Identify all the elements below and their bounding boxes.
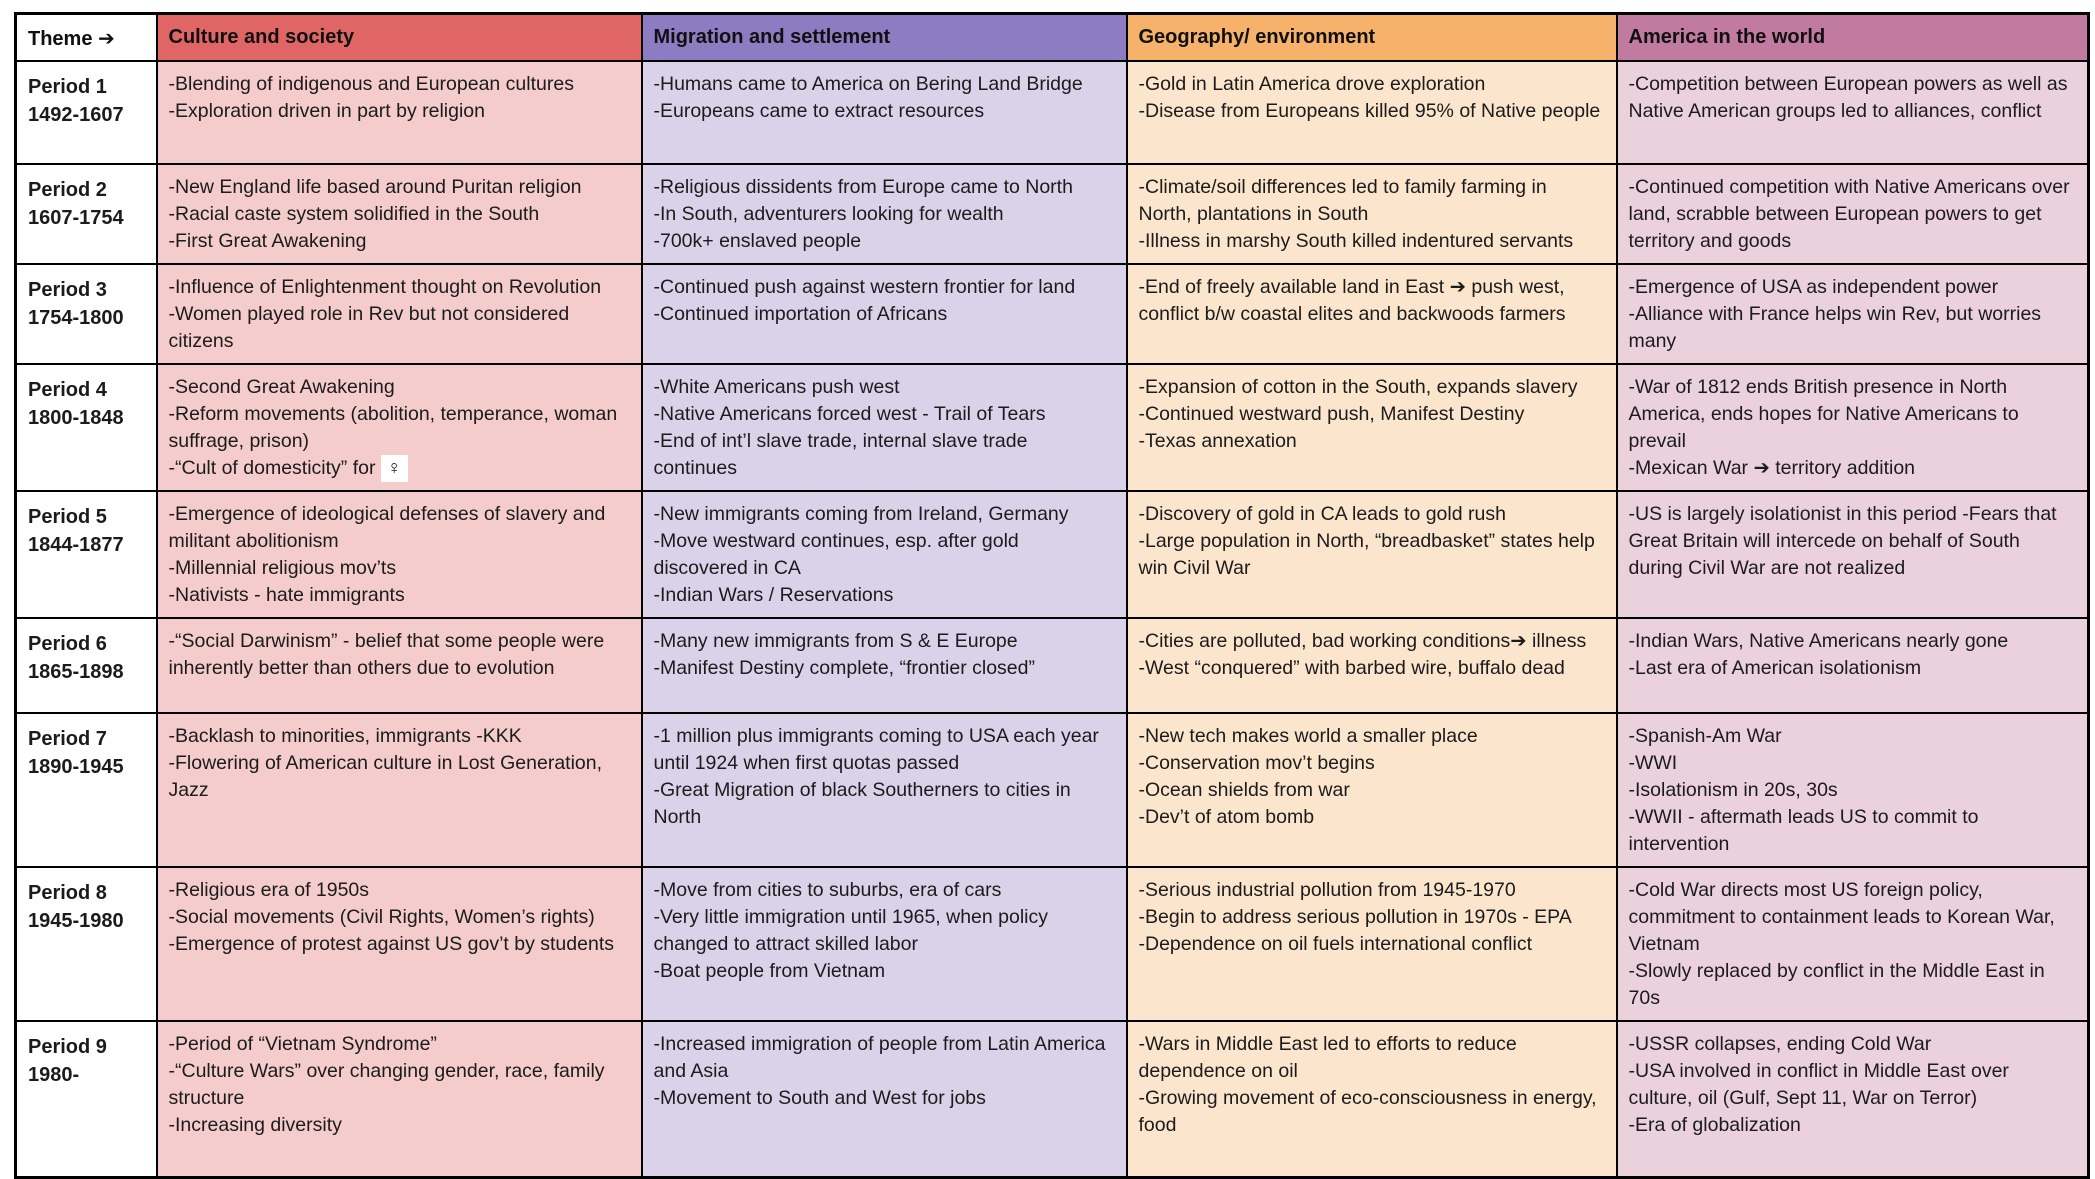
bullet-line: -Religious era of 1950s: [168, 878, 370, 901]
content-cell: [1127, 264, 1617, 364]
header-geography-environment: Geography/ environment: [1127, 14, 1617, 61]
content-cell: [642, 618, 1127, 713]
bullet-line: -Disease from Europeans killed 95% of Native people: [1138, 99, 1601, 122]
period-label: Period 3: [28, 278, 107, 301]
bullet-line: -Ocean shields from war: [1138, 778, 1350, 801]
bullet-line: -Spanish-Am War: [1628, 724, 1782, 747]
bullet-line: -1 million plus immigrants coming to USA each year until 1924 when first quotas passed: [653, 724, 1099, 774]
content-cell: [1127, 364, 1617, 491]
header-migration-and-settlement: Migration and settlement: [642, 14, 1127, 61]
period-label: Period 4: [28, 378, 107, 401]
table-body: [16, 61, 2089, 1178]
bullet-line: -End of int’l slave trade, internal slave trade continues: [653, 429, 1028, 479]
female-sign-icon: ♀: [381, 455, 408, 482]
period-label: Period 7: [28, 727, 107, 750]
bullet-line: -Continued importation of Africans: [653, 302, 948, 325]
bullet-line: -Period of “Vietnam Syndrome”: [168, 1032, 437, 1055]
bullet-line: -Nativists - hate immigrants: [168, 583, 405, 606]
bullet-line: -Wars in Middle East led to efforts to reduce dependence on oil: [1138, 1032, 1517, 1082]
period-cell: [16, 264, 157, 364]
period-cell: [16, 1021, 157, 1178]
bullet-line: -Dev’t of atom bomb: [1138, 805, 1315, 828]
bullet-line: -Conservation mov’t begins: [1138, 751, 1375, 774]
content-cell: [1127, 164, 1617, 264]
content-cell: [1127, 867, 1617, 1021]
period-cell: [16, 618, 157, 713]
bullet-line: -War of 1812 ends British presence in North America, ends hopes for Native Americans to prevail: [1628, 375, 2019, 452]
bullet-line: -Boat people from Vietnam: [653, 959, 886, 982]
bullet-line: -Move from cities to suburbs, era of cars: [653, 878, 1002, 901]
period-years: 1492-1607: [28, 103, 124, 126]
bullet-line: -“Social Darwinism” - belief that some people were inherently better than others due to evolution: [168, 629, 605, 679]
bullet-line: -Isolationism in 20s, 30s: [1628, 778, 1838, 801]
bullet-line: -WWII - aftermath leads US to commit to intervention: [1628, 805, 1979, 855]
bullet-line: -Illness in marshy South killed indentured servants: [1138, 229, 1574, 252]
header-america-in-the-world: America in the world: [1617, 14, 2089, 61]
bullet-line: -Europeans came to extract resources: [653, 99, 985, 122]
content-cell: [1127, 61, 1617, 164]
period-cell: [16, 491, 157, 618]
bullet-line: -Continued push against western frontier for land: [653, 275, 1076, 298]
bullet-line: -Dependence on oil fuels international conflict: [1138, 932, 1532, 955]
bullet-line: -New England life based around Puritan religion: [168, 175, 582, 198]
content-cell: [157, 364, 642, 491]
bullet-line: -Growing movement of eco-consciousness in energy, food: [1138, 1086, 1597, 1136]
bullet-line: -Religious dissidents from Europe came to North: [653, 175, 1073, 198]
bullet-line: -Blending of indigenous and European cultures: [168, 72, 574, 95]
bullet-line: -Flowering of American culture in Lost Generation, Jazz: [168, 751, 603, 801]
bullet-line: -Racial caste system solidified in the South: [168, 202, 540, 225]
content-cell: [1617, 61, 2089, 164]
bullet-line: -Increasing diversity: [168, 1113, 342, 1136]
table-row: [16, 867, 2089, 1021]
bullet-line: -Continued competition with Native Americans over land, scrabble between European powers to get territory and goods: [1628, 175, 2070, 252]
period-cell: [16, 713, 157, 867]
table-row: [16, 364, 2089, 491]
table-row: [16, 1021, 2089, 1178]
period-cell: [16, 364, 157, 491]
content-cell: [642, 867, 1127, 1021]
content-cell: [1617, 713, 2089, 867]
bullet-line: -Cities are polluted, bad working conditions➔ illness: [1138, 629, 1587, 652]
content-cell: [157, 867, 642, 1021]
content-cell: [1617, 867, 2089, 1021]
bullet-line: -White Americans push west: [653, 375, 900, 398]
period-label: Period 8: [28, 881, 107, 904]
bullet-line: -Exploration driven in part by religion: [168, 99, 485, 122]
bullet-line: -US is largely isolationist in this period -Fears that Great Britain will intercede on behalf of South during Civil War are not realized: [1628, 502, 2057, 579]
bullet-line: -Slowly replaced by conflict in the Middle East in 70s: [1628, 959, 2045, 1009]
content-cell: [642, 491, 1127, 618]
bullet-line: -Increased immigration of people from Latin America and Asia: [653, 1032, 1106, 1082]
table-row: [16, 491, 2089, 618]
content-cell: [642, 264, 1127, 364]
bullet-line: -Many new immigrants from S & E Europe: [653, 629, 1018, 652]
period-years: 1980-: [28, 1063, 80, 1086]
history-themes-table: [14, 12, 2090, 1179]
bullet-line: -Reform movements (abolition, temperance, woman suffrage, prison): [168, 402, 618, 452]
bullet-line: -Great Migration of black Southerners to cities in North: [653, 778, 1071, 828]
bullet-line: -New tech makes world a smaller place: [1138, 724, 1478, 747]
content-cell: [157, 491, 642, 618]
content-cell: [1127, 1021, 1617, 1178]
bullet-line: -Expansion of cotton in the South, expands slavery: [1138, 375, 1578, 398]
bullet-line: -Competition between European powers as well as Native American groups led to alliances, conflict: [1628, 72, 2068, 122]
period-years: 1607-1754: [28, 206, 124, 229]
period-years: 1945-1980: [28, 909, 124, 932]
table-row: [16, 618, 2089, 713]
bullet-line: -First Great Awakening: [168, 229, 367, 252]
bullet-line: -Humans came to America on Bering Land Bridge: [653, 72, 1083, 95]
bullet-line: -New immigrants coming from Ireland, Germany: [653, 502, 1069, 525]
table-row: [16, 164, 2089, 264]
bullet-line: -Era of globalization: [1628, 1113, 1801, 1136]
header-culture-and-society: Culture and society: [157, 14, 642, 61]
period-years: 1800-1848: [28, 406, 124, 429]
bullet-line: -Begin to address serious pollution in 1970s - EPA: [1138, 905, 1572, 928]
bullet-line: -Second Great Awakening: [168, 375, 395, 398]
content-cell: [157, 1021, 642, 1178]
content-cell: [1127, 713, 1617, 867]
table-row: [16, 713, 2089, 867]
content-cell: [1617, 364, 2089, 491]
bullet-line: -Mexican War ➔ territory addition: [1628, 456, 1916, 479]
bullet-line: -Last era of American isolationism: [1628, 656, 1922, 679]
bullet-line: -Manifest Destiny complete, “frontier closed”: [653, 656, 1035, 679]
bullet-line: -Emergence of protest against US gov’t by students: [168, 932, 614, 955]
content-cell: [642, 164, 1127, 264]
bullet-line: -Large population in North, “breadbasket” states help win Civil War: [1138, 529, 1595, 579]
content-cell: [1127, 618, 1617, 713]
bullet-line: -End of freely available land in East ➔ push west, conflict b/w coastal elites and backwoods farmers: [1138, 275, 1566, 325]
header-row: [16, 14, 2089, 61]
bullet-line: -Serious industrial pollution from 1945-1970: [1138, 878, 1516, 901]
bullet-line: -Women played role in Rev but not considered citizens: [168, 302, 570, 352]
content-cell: [1617, 1021, 2089, 1178]
period-years: 1754-1800: [28, 306, 124, 329]
bullet-line: -Indian Wars / Reservations: [653, 583, 894, 606]
content-cell: [642, 61, 1127, 164]
bullet-line: -Discovery of gold in CA leads to gold rush: [1138, 502, 1506, 525]
bullet-line: -Gold in Latin America drove exploration: [1138, 72, 1486, 95]
bullet-line: -WWI: [1628, 751, 1678, 774]
content-cell: [1617, 164, 2089, 264]
bullet-line: -USSR collapses, ending Cold War: [1628, 1032, 1932, 1055]
bullet-line: -Millennial religious mov’ts: [168, 556, 397, 579]
content-cell: [157, 618, 642, 713]
header-theme: Theme ➔: [16, 14, 157, 61]
content-cell: [157, 61, 642, 164]
bullet-line: -Movement to South and West for jobs: [653, 1086, 986, 1109]
bullet-line: -West “conquered” with barbed wire, buffalo dead: [1138, 656, 1565, 679]
content-cell: [642, 1021, 1127, 1178]
period-years: 1865-1898: [28, 660, 124, 683]
period-cell: [16, 867, 157, 1021]
content-cell: [642, 364, 1127, 491]
period-cell: [16, 164, 157, 264]
period-cell: [16, 61, 157, 164]
content-cell: [1617, 491, 2089, 618]
content-cell: [1617, 618, 2089, 713]
period-label: Period 2: [28, 178, 107, 201]
bullet-line: -Very little immigration until 1965, when policy changed to attract skilled labor: [653, 905, 1049, 955]
content-cell: [642, 713, 1127, 867]
bullet-line: -In South, adventurers looking for wealth: [653, 202, 1004, 225]
bullet-line: -Backlash to minorities, immigrants -KKK: [168, 724, 522, 747]
period-label: Period 6: [28, 632, 107, 655]
period-years: 1890-1945: [28, 755, 124, 778]
table-row: [16, 264, 2089, 364]
bullet-line: -Move westward continues, esp. after gold discovered in CA: [653, 529, 1019, 579]
bullet-line: -Cold War directs most US foreign policy, commitment to containment leads to Korean War, Vietnam: [1628, 878, 2055, 955]
table-row: [16, 61, 2089, 164]
period-years: 1844-1877: [28, 533, 124, 556]
bullet-line: -“Culture Wars” over changing gender, race, family structure: [168, 1059, 605, 1109]
content-cell: [1127, 491, 1617, 618]
period-label: Period 1: [28, 75, 107, 98]
content-cell: [157, 264, 642, 364]
bullet-line: -Native Americans forced west - Trail of Tears: [653, 402, 1046, 425]
bullet-line: -Social movements (Civil Rights, Women’s rights): [168, 905, 595, 928]
bullet-line: -Influence of Enlightenment thought on Revolution: [168, 275, 602, 298]
bullet-line: -Emergence of USA as independent power: [1628, 275, 1999, 298]
period-label: Period 9: [28, 1035, 107, 1058]
bullet-line: -Indian Wars, Native Americans nearly gone: [1628, 629, 2009, 652]
content-cell: [1617, 264, 2089, 364]
bullet-line: -Alliance with France helps win Rev, but worries many: [1628, 302, 2042, 352]
bullet-line: -USA involved in conflict in Middle East over culture, oil (Gulf, Sept 11, War on Terror): [1628, 1059, 2009, 1109]
bullet-line: -700k+ enslaved people: [653, 229, 862, 252]
bullet-line: -Emergence of ideological defenses of slavery and militant abolitionism: [168, 502, 606, 552]
bullet-line: -Texas annexation: [1138, 429, 1297, 452]
bullet-line: -“Cult of domesticity” for ♀: [169, 455, 630, 482]
content-cell: [157, 164, 642, 264]
content-cell: [157, 713, 642, 867]
bullet-line: -Climate/soil differences led to family farming in North, plantations in South: [1138, 175, 1547, 225]
bullet-line: -Continued westward push, Manifest Destiny: [1138, 402, 1525, 425]
period-label: Period 5: [28, 505, 107, 528]
